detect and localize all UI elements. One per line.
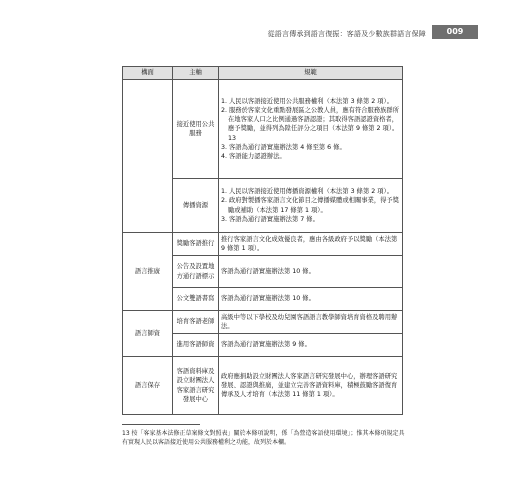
rule-item: 3. 客語為通行語實施辦法第 7 條。 <box>221 215 319 223</box>
page-number: 009 <box>432 25 478 39</box>
page-header <box>0 0 520 50</box>
theme-cell: 進用客語師資 <box>173 334 219 357</box>
rules-cell <box>219 179 403 233</box>
footnote: 13 按「客家基本法修正草案條文對照表」關於本條項說明，係「為營造客語使用環境」；惟其本條項規定具有實現人民以客語接近使用公共服務權利之功能，故列於本欄。 <box>122 430 405 446</box>
table-row <box>123 357 403 415</box>
domain-cell: 語言師資 <box>123 311 173 357</box>
rule-item: 3. 客語為通行語實施辦法第 4 條至第 6 條。 <box>221 143 346 151</box>
rule-item: 客語為通行語實施辦法第 10 條。 <box>221 267 315 275</box>
rule-item: 客語為通行語實施辦法第 10 條。 <box>221 295 315 303</box>
domain-cell: 語言推廣 <box>123 233 173 311</box>
rule-item: 2. 政府對製播客家語言文化節目之傳播媒體或相關事業，得予獎勵或補助（本法第 17 條第 1 項）。 <box>221 197 400 214</box>
theme-cell: 接近使用公共服務 <box>173 80 219 179</box>
footnote-divider <box>122 424 200 425</box>
rules-cell <box>219 233 403 256</box>
column-header-theme: 主軸 <box>173 67 219 80</box>
legal-provisions-table <box>122 66 403 415</box>
rule-item: 1. 人民以客語接近使用公共服務權利（本法第 3 條第 2 項）。 <box>221 97 394 105</box>
rule-item: 高級中等以下學校及幼兒園客語語言教學師資培育資格及聘用辦法。 <box>221 313 398 330</box>
rules-cell <box>219 256 403 288</box>
running-title: 從語言傳承到語言復振：客語及少數族群語言保障 <box>267 30 426 38</box>
rules-cell <box>219 334 403 357</box>
table-header-row <box>123 67 403 80</box>
theme-cell: 獎勵客語推行 <box>173 233 219 256</box>
domain-cell: 語言保存 <box>123 357 173 415</box>
rules-cell <box>219 80 403 179</box>
rule-item: 推行客家語言文化成效優良者，應由各級政府予以獎勵（本法第 9 條第 1 項）。 <box>221 235 398 252</box>
table-row <box>123 233 403 256</box>
rules-cell <box>219 311 403 334</box>
theme-cell: 公文雙語書寫 <box>173 288 219 311</box>
rule-item: 1. 人民以客語接近使用傳播資源權利（本法第 3 條第 2 項）。 <box>221 188 394 196</box>
theme-cell: 傳播資源 <box>173 179 219 233</box>
rule-item: 客語為通行語實施辦法第 9 條。 <box>221 341 311 349</box>
theme-cell: 客語資料庫及設立財團法人客家語言研究發展中心 <box>173 357 219 415</box>
theme-cell: 培育客語老師 <box>173 311 219 334</box>
table-row <box>123 311 403 334</box>
column-header-rules: 規範 <box>219 67 403 80</box>
rules-cell <box>219 288 403 311</box>
rule-item: 4. 客語能力認證辦法。 <box>221 153 286 160</box>
column-header-domain: 構面 <box>123 67 173 80</box>
domain-cell <box>123 80 173 233</box>
rule-item: 2. 服務於客家文化重點發展區之公教人員，應有符合服務族群所在地客家人口之比例通過客語認證；其取得客語認證資格者，應予獎勵，並得列為陞任評分之項目（本法第 9 條第 2 項）。13 <box>221 106 400 142</box>
theme-cell: 公告及設置地方通行語標示 <box>173 256 219 288</box>
rule-item: 政府應捐助設立財團法人客家語言研究發展中心，辦理客語研究發展、認證與推廣，並建立完善客語資料庫，積極鼓勵客語復育傳承及人才培育（本法第 11 條第 1 項）。 <box>221 372 398 399</box>
table-row <box>123 80 403 179</box>
rules-cell <box>219 357 403 415</box>
